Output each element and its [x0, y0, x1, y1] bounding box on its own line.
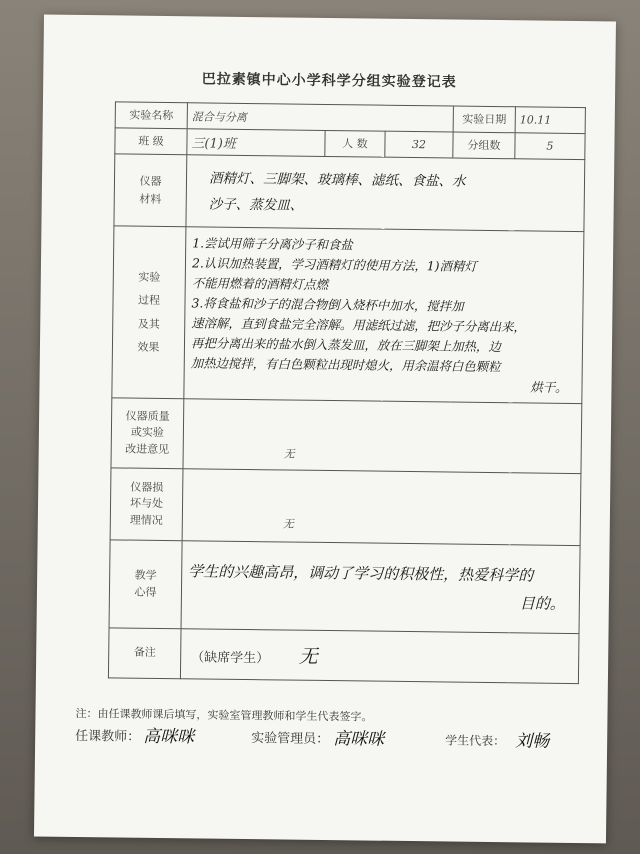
damage-label — [110, 468, 183, 541]
materials-line: 酒精灯、三脚架、玻璃棒、滤纸、食盐、水 — [208, 170, 466, 190]
materials-label-line: 仪器 — [139, 174, 162, 188]
process-line: 1.尝试用筛子分离沙子和食盐 — [192, 234, 353, 252]
student-signature: 刘畅 — [515, 731, 550, 752]
remarks-absent-label: （缺席学生） — [191, 650, 270, 667]
people-label: 人 数 — [325, 130, 385, 157]
experience-line: 目的。 — [519, 593, 565, 613]
teacher-signature: 高咪咪 — [143, 726, 195, 748]
form-title: 巴拉素镇中心小学科学分组实验登记表 — [201, 71, 457, 91]
student-signature-label: 学生代表： — [445, 733, 506, 749]
damage-value: 无 — [182, 469, 581, 546]
experience-line: 学生的兴趣高昂，调动了学习的积极性，热爱科学的 — [188, 561, 534, 585]
damage-label-line: 仪器损 — [130, 480, 164, 494]
experience-label-line: 心得 — [134, 585, 157, 599]
class-value: 三(1)班 — [187, 129, 325, 157]
row-process — [112, 226, 584, 404]
experience-label-line: 教学 — [134, 568, 157, 582]
process-value — [184, 227, 584, 404]
experiment-name-value: 混合与分离 — [187, 103, 453, 132]
process-line: 加热边搅拌，有白色颗粒出现时熄火，用余温将白色颗粒 — [190, 354, 501, 374]
process-label-line: 效果 — [137, 340, 160, 354]
process-line: 不能用燃着的酒精灯点燃 — [191, 274, 329, 292]
row-quality — [111, 398, 582, 474]
process-label-line: 过程 — [137, 294, 161, 308]
process-line: 烘干。 — [530, 378, 568, 395]
manager-signature-label: 实验管理员： — [251, 731, 330, 748]
manager-signature: 高咪咪 — [333, 729, 385, 750]
groups-label: 分组数 — [453, 132, 515, 159]
remarks-value-cell — [180, 629, 579, 684]
materials-value — [186, 155, 585, 232]
process-line: 2.认识加热装置，学习酒精灯的使用方法，1)酒精灯 — [191, 254, 477, 274]
remarks-label: 备注 — [108, 628, 181, 679]
materials-line: 沙子、蒸发皿、 — [208, 196, 304, 214]
form-note: 注：由任课教师课后填写，实验室管理教师和学生代表签字。 — [75, 706, 373, 724]
process-line: 再把分离出来的盐水倒入蒸发皿，放在三脚架上加热，边 — [190, 334, 501, 354]
row-remarks — [108, 628, 579, 684]
process-line: 速溶解，直到食盐完全溶解。用滤纸过滤，把沙子分离出来， — [191, 314, 526, 334]
people-value: 32 — [385, 131, 453, 158]
row-damage — [110, 468, 581, 546]
process-label — [112, 226, 186, 399]
signature-line — [75, 725, 595, 761]
class-label: 班 级 — [115, 128, 187, 155]
experiment-name-label: 实验名称 — [115, 102, 187, 129]
process-label-line: 实验 — [138, 270, 161, 285]
row-experience — [109, 540, 580, 634]
experiment-date-value: 10.11 — [515, 107, 585, 134]
quality-value: 无 — [183, 399, 582, 474]
materials-label-line: 材料 — [139, 192, 162, 206]
experiment-date-label: 实验日期 — [453, 106, 515, 133]
experiment-registration-table — [108, 101, 586, 684]
row-materials — [114, 154, 585, 232]
damage-label-line: 坏与处 — [129, 496, 164, 511]
experience-value — [181, 541, 580, 634]
quality-label — [111, 398, 184, 469]
damage-label-line: 理情况 — [129, 513, 163, 527]
process-label-line: 及其 — [137, 317, 160, 331]
quality-label-line: 仪器质量 — [125, 409, 170, 423]
experience-label — [109, 540, 182, 629]
registration-form-sheet — [34, 15, 616, 844]
groups-value: 5 — [515, 133, 585, 160]
quality-label-line: 或实验 — [130, 425, 164, 440]
process-line: 3.将食盐和沙子的混合物倒入烧杯中加水，搅拌加 — [191, 294, 464, 314]
remarks-value: 无 — [298, 645, 318, 668]
teacher-signature-label: 任课教师： — [75, 728, 141, 745]
quality-label-line: 改进意见 — [125, 442, 170, 456]
materials-label — [114, 154, 187, 227]
